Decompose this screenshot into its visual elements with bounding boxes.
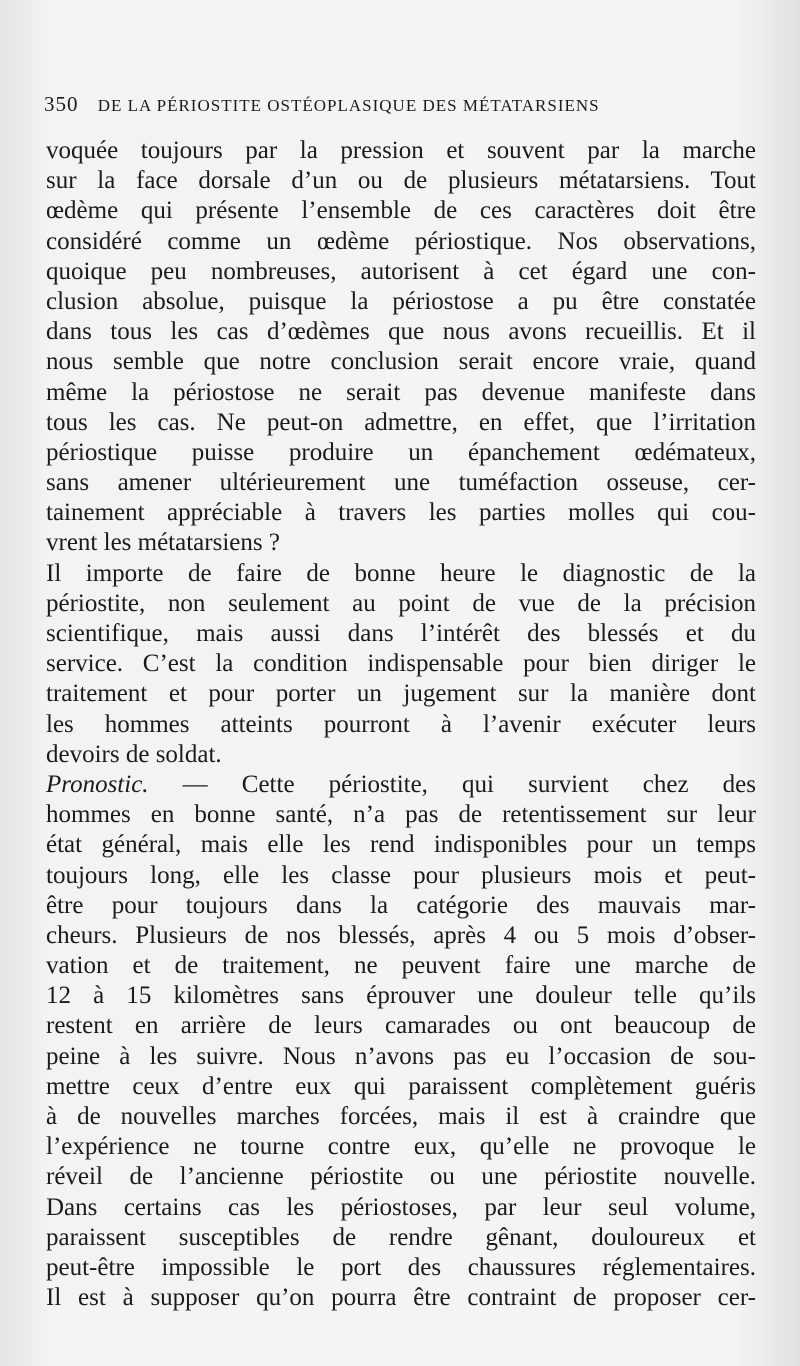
text-line: restent en arrière de leurs camarades ou ont beaucoup de bbox=[46, 1012, 756, 1040]
text-line: œdème qui présente l’ensemble de ces caractères doit être bbox=[46, 197, 756, 225]
text-line: tainement appréciable à travers les parties molles qui cou- bbox=[46, 499, 756, 527]
text-line: peine à les suivre. Nous n’avons pas eu l’occasion de sou- bbox=[46, 1042, 756, 1070]
text-line: voquée toujours par la pression et souvent par la marche bbox=[46, 137, 756, 164]
page-number: 350 bbox=[44, 92, 79, 116]
text-line: quoique peu nombreuses, autorisent à cet égard une con- bbox=[46, 257, 756, 285]
text-line: hommes en bonne santé, n’a pas de retentissement sur leur bbox=[46, 801, 756, 829]
text-line: les hommes atteints pourront à l’avenir exécuter leurs bbox=[46, 710, 756, 738]
text-line: vation et de traitement, ne peuvent faire une marche de bbox=[46, 952, 756, 980]
text-line: vrent les métatarsiens ? bbox=[46, 529, 280, 557]
text-line: clusion absolue, puisque la périostose a pu être constatée bbox=[46, 287, 756, 315]
text-line: considéré comme un œdème périostique. Nos observations, bbox=[46, 227, 756, 255]
running-title: DE LA PÉRIOSTITE OSTÉOPLASIQUE DES MÉTATARSIENS bbox=[97, 96, 600, 115]
text-line: sur la face dorsale d’un ou de plusieurs métatarsiens. Tout bbox=[46, 167, 756, 195]
text-line: traitement et pour porter un jugement sur la manière dont bbox=[46, 680, 756, 708]
text-line: être pour toujours dans la catégorie des mauvais mar- bbox=[46, 891, 756, 919]
text-line: cheurs. Plusieurs de nos blessés, après 4 ou 5 mois d’obser- bbox=[46, 921, 756, 949]
text-line: périostite, non seulement au point de vue de la précision bbox=[46, 589, 756, 617]
text-line: dans tous les cas d’œdèmes que nous avons recueillis. Et il bbox=[46, 318, 756, 346]
text-line: devoirs de soldat. bbox=[46, 740, 222, 768]
running-header bbox=[44, 92, 784, 117]
text-line: l’expérience ne tourne contre eux, qu’elle ne provoque le bbox=[46, 1133, 756, 1161]
text-line: réveil de l’ancienne périostite ou une périostite nouvelle. bbox=[46, 1163, 756, 1191]
text-line: paraissent susceptibles de rendre gênant, douloureux et bbox=[46, 1223, 756, 1251]
text-line: service. C’est la condition indispensable pour bien diriger le bbox=[46, 650, 756, 678]
text-line: sans amener ultérieurement une tuméfaction osseuse, cer- bbox=[46, 469, 756, 497]
text-line: état général, mais elle les rend indisponibles pour un temps bbox=[46, 831, 756, 859]
text-line: tous les cas. Ne peut-on admettre, en effet, que l’irritation bbox=[46, 408, 756, 436]
text-line: peut-être impossible le port des chaussures réglementaires. bbox=[46, 1253, 756, 1281]
text-line: périostique puisse produire un épanchement œdémateux, bbox=[46, 438, 756, 466]
text-line: même la périostose ne serait pas devenue manifeste dans bbox=[46, 378, 756, 406]
text-line: 12 à 15 kilomètres sans éprouver une douleur telle qu’ils bbox=[46, 982, 756, 1010]
text-line: Dans certains cas les périostoses, par leur seul volume, bbox=[46, 1193, 756, 1221]
text-line: à de nouvelles marches forcées, mais il est à craindre que bbox=[46, 1103, 756, 1130]
text-line: Pronostic. — Cette périostite, qui survient chez des bbox=[46, 770, 756, 798]
text-line: toujours long, elle les classe pour plusieurs mois et peut- bbox=[46, 861, 756, 889]
text-line: mettre ceux d’entre eux qui paraissent complètement guéris bbox=[46, 1072, 756, 1100]
text-line: Il est à supposer qu’on pourra être contraint de proposer cer- bbox=[46, 1284, 756, 1312]
text-line: Il importe de faire de bonne heure le diagnostic de la bbox=[46, 559, 756, 587]
text-line: scientifique, mais aussi dans l’intérêt des blessés et du bbox=[46, 620, 756, 647]
text-line: nous semble que notre conclusion serait encore vraie, quand bbox=[46, 348, 756, 376]
body-text bbox=[46, 136, 756, 1313]
